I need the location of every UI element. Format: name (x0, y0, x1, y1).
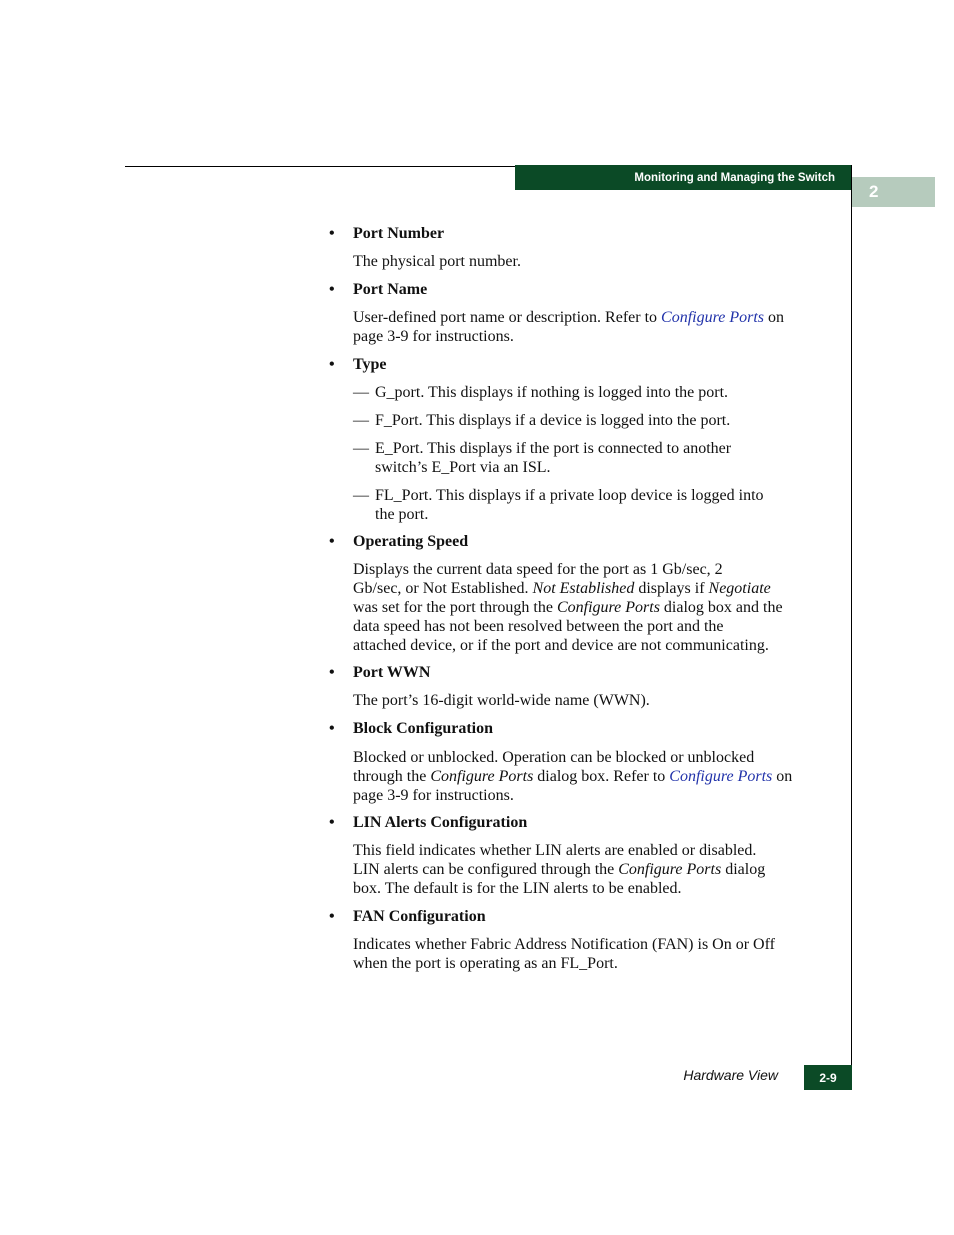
bullet-mark: • (329, 664, 335, 681)
type-fl-port: FL_Port. This displays if a private loop device is logged into the port. (375, 487, 764, 523)
type-e-port: E_Port. This displays if the port is connected to another switch’s E_Port via an ISL. (375, 440, 732, 476)
bullet-mark: • (329, 533, 335, 550)
bullet-mark: • (329, 281, 335, 298)
item-heading-fan-configuration: FAN Configuration (353, 908, 486, 925)
item-heading-port-wwn: Port WWN (353, 664, 431, 681)
dash-mark: — (353, 412, 369, 429)
item-heading-lin-alerts: LIN Alerts Configuration (353, 814, 528, 831)
running-header (515, 165, 851, 190)
bullet-mark: • (329, 720, 335, 737)
dash-mark: — (353, 487, 369, 504)
section-title: Monitoring and Managing the Switch (634, 171, 835, 184)
type-g-port: G_port. This displays if nothing is logged into the port. (375, 384, 729, 401)
item-body-lin-alerts: This field indicates whether LIN alerts are enabled or disabled. LIN alerts can be configured through the Configure Ports dialog box. The default is for the LIN alerts to be enabled. (353, 842, 766, 897)
item-body-port-name: User-defined port name or description. Refer to Configure Ports on page 3-9 for instructions. (353, 309, 784, 345)
configure-ports-link[interactable]: Configure Ports (669, 768, 773, 785)
item-heading-operating-speed: Operating Speed (353, 533, 469, 550)
chapter-tab (852, 177, 935, 207)
configure-ports-link[interactable]: Configure Ports (661, 309, 764, 326)
item-heading-block-configuration: Block Configuration (353, 720, 494, 737)
item-heading-type: Type (353, 356, 387, 373)
dash-mark: — (353, 440, 369, 457)
page-number-box (804, 1065, 852, 1090)
bullet-mark: • (329, 225, 335, 242)
page-number: 2-9 (819, 1070, 837, 1085)
item-heading-port-name: Port Name (353, 281, 428, 298)
header-rule (125, 166, 515, 167)
bullet-mark: • (329, 356, 335, 373)
item-body-block-configuration: Blocked or unblocked. Operation can be blocked or unblocked through the Configure Ports dialog box. Refer to Configure Ports on page 3-9 for instructions. (353, 749, 793, 804)
dash-mark: — (353, 384, 369, 401)
bullet-mark: • (329, 814, 335, 831)
chapter-number: 2 (869, 182, 879, 201)
type-f-port: F_Port. This displays if a device is logged into the port. (375, 412, 731, 429)
footer-section-name: Hardware View (683, 1067, 778, 1083)
margin-rule (851, 165, 852, 1090)
item-body-operating-speed: Displays the current data speed for the port as 1 Gb/sec, 2 Gb/sec, or Not Established. Not Established displays if Negotiate was set for the port through the Configure Ports dialog box and the data speed has not been resolved between the port and the attached device, or if the port and device are not communicating. (353, 561, 783, 654)
bullet-mark: • (329, 908, 335, 925)
item-body-fan-configuration: Indicates whether Fabric Address Notification (FAN) is On or Off when the port is operating as an FL_Port. (353, 936, 775, 972)
item-body-port-wwn: The port’s 16-digit world-wide name (WWN). (353, 692, 650, 709)
item-body-port-number: The physical port number. (353, 253, 521, 270)
item-heading-port-number: Port Number (353, 225, 445, 242)
